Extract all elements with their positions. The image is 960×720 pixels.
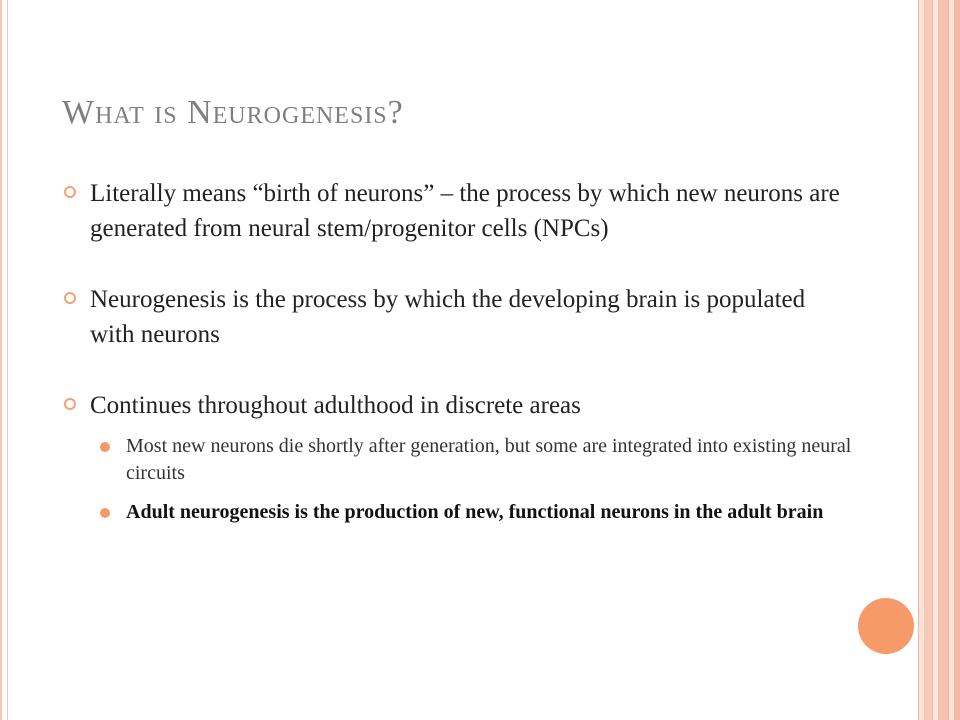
bullet-text: Continues throughout adulthood in discrete areas: [90, 392, 581, 419]
slide-content: [62, 176, 852, 526]
sub-bullet-text: Adult neurogenesis is the production of new, functional neurons in the adult brain: [126, 501, 824, 523]
bullet-item: [62, 176, 852, 246]
sub-bullet-item: [96, 499, 852, 526]
bullet-text: Neurogenesis is the process by which the developing brain is populated with neurons: [90, 286, 806, 348]
dot-bullet-icon: [100, 508, 110, 518]
right-stripe-decoration: [924, 0, 932, 720]
circle-bullet-icon: [64, 398, 76, 410]
sub-bullet-text: Most new neurons die shortly after generation, but some are integrated into existing neural circuits: [126, 435, 852, 484]
slide-title: What is Neurogenesis?: [62, 94, 404, 131]
bullet-item: [62, 282, 852, 352]
dot-bullet-icon: [100, 442, 110, 452]
left-border-decoration: [0, 0, 8, 720]
circle-bullet-icon: [64, 186, 76, 198]
orange-circle-decoration: [858, 598, 914, 654]
right-stripe-decoration: [954, 0, 960, 720]
bullet-text: Literally means “birth of neurons” – the process by which new neurons are generated from neural stem/progenitor cells (NPCs): [90, 180, 840, 242]
bullet-item: [62, 388, 852, 423]
sub-bullet-item: [96, 433, 852, 487]
right-stripe-decoration: [938, 0, 948, 720]
circle-bullet-icon: [64, 292, 76, 304]
